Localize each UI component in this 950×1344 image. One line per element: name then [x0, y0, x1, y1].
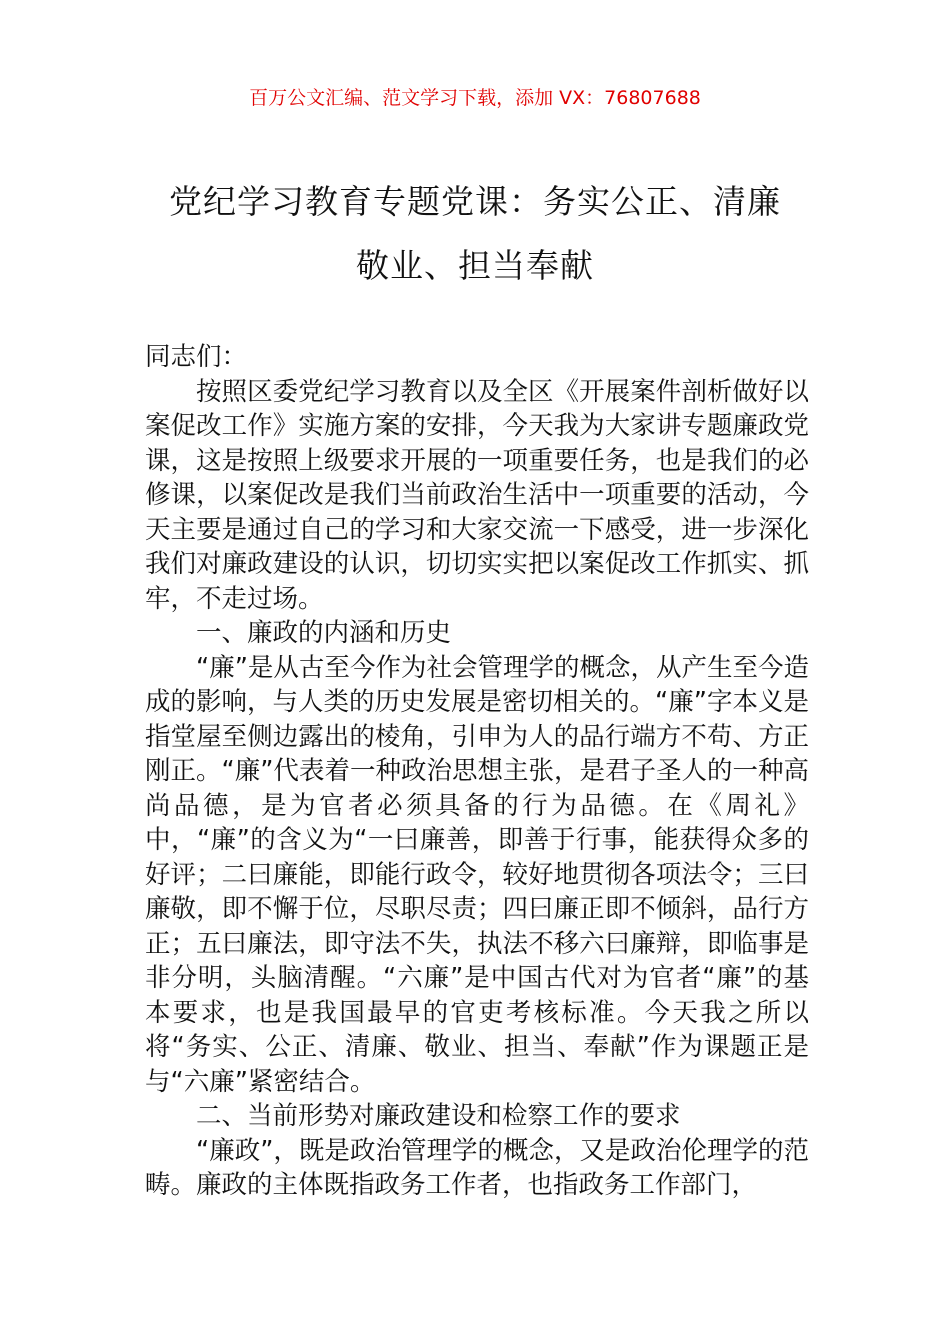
section-heading-1: 一、廉政的内涵和历史	[196, 618, 452, 648]
document-title	[130, 170, 820, 298]
paragraph-lian-history: “廉”是从古至今作为社会管理学的概念，从产生至今造成的影响，与人类的历史发展是密切相关的。“廉”字本义是指堂屋至侧边露出的棱角，引申为人的品行端方不苟、方正刚正。“廉”代表着一种政治思想主张，是君子圣人的一种高尚品德，是为官者必须具备的行为品德。在《周礼》中，“廉”的含义为“一曰廉善，即善于行事，能获得众多的好评；二曰廉能，即能行政令，较好地贯彻各项法令；三曰廉敬，即不懈于位，尽职尽责；四曰廉正即不倾斜，品行方正；五曰廉法，即守法不失，执法不移六曰廉辩，即临事是非分明，头脑清醒。“六廉”是中国古代对为官者“廉”的基本要求，也是我国最早的官吏考核标准。今天我之所以将“务实、公正、清廉、敬业、担当、奉献”作为课题正是与“六廉”紧密结合。	[145, 652, 809, 1097]
section-heading-2: 二、当前形势对廉政建设和检察工作的要求	[196, 1101, 681, 1131]
paragraph-intro: 按照区委党纪学习教育以及全区《开展案件剖析做好以案促改工作》实施方案的安排，今天我为大家讲专题廉政党课，这是按照上级要求开展的一项重要任务，也是我们的必修课，以案促改是我们当前政治生活中一项重要的活动，今天主要是通过自己的学习和大家交流一下感受，进一步深化我们对廉政建设的认识，切切实实把以案促改工作抓实、抓牢，不走过场。	[145, 376, 809, 614]
document-body	[145, 340, 809, 1203]
paragraph-lianzheng: “廉政”，既是政治管理学的概念，又是政治伦理学的范畴。廉政的主体既指政务工作者，也指政务工作部门，	[145, 1135, 809, 1200]
promo-header-note: 百万公文汇编、范文学习下载，添加 VX：76807688	[249, 87, 701, 109]
title-line-1: 党纪学习教育专题党课：务实公正、清廉	[169, 182, 781, 221]
salutation: 同志们：	[145, 342, 248, 372]
title-line-2: 敬业、担当奉献	[356, 246, 594, 285]
